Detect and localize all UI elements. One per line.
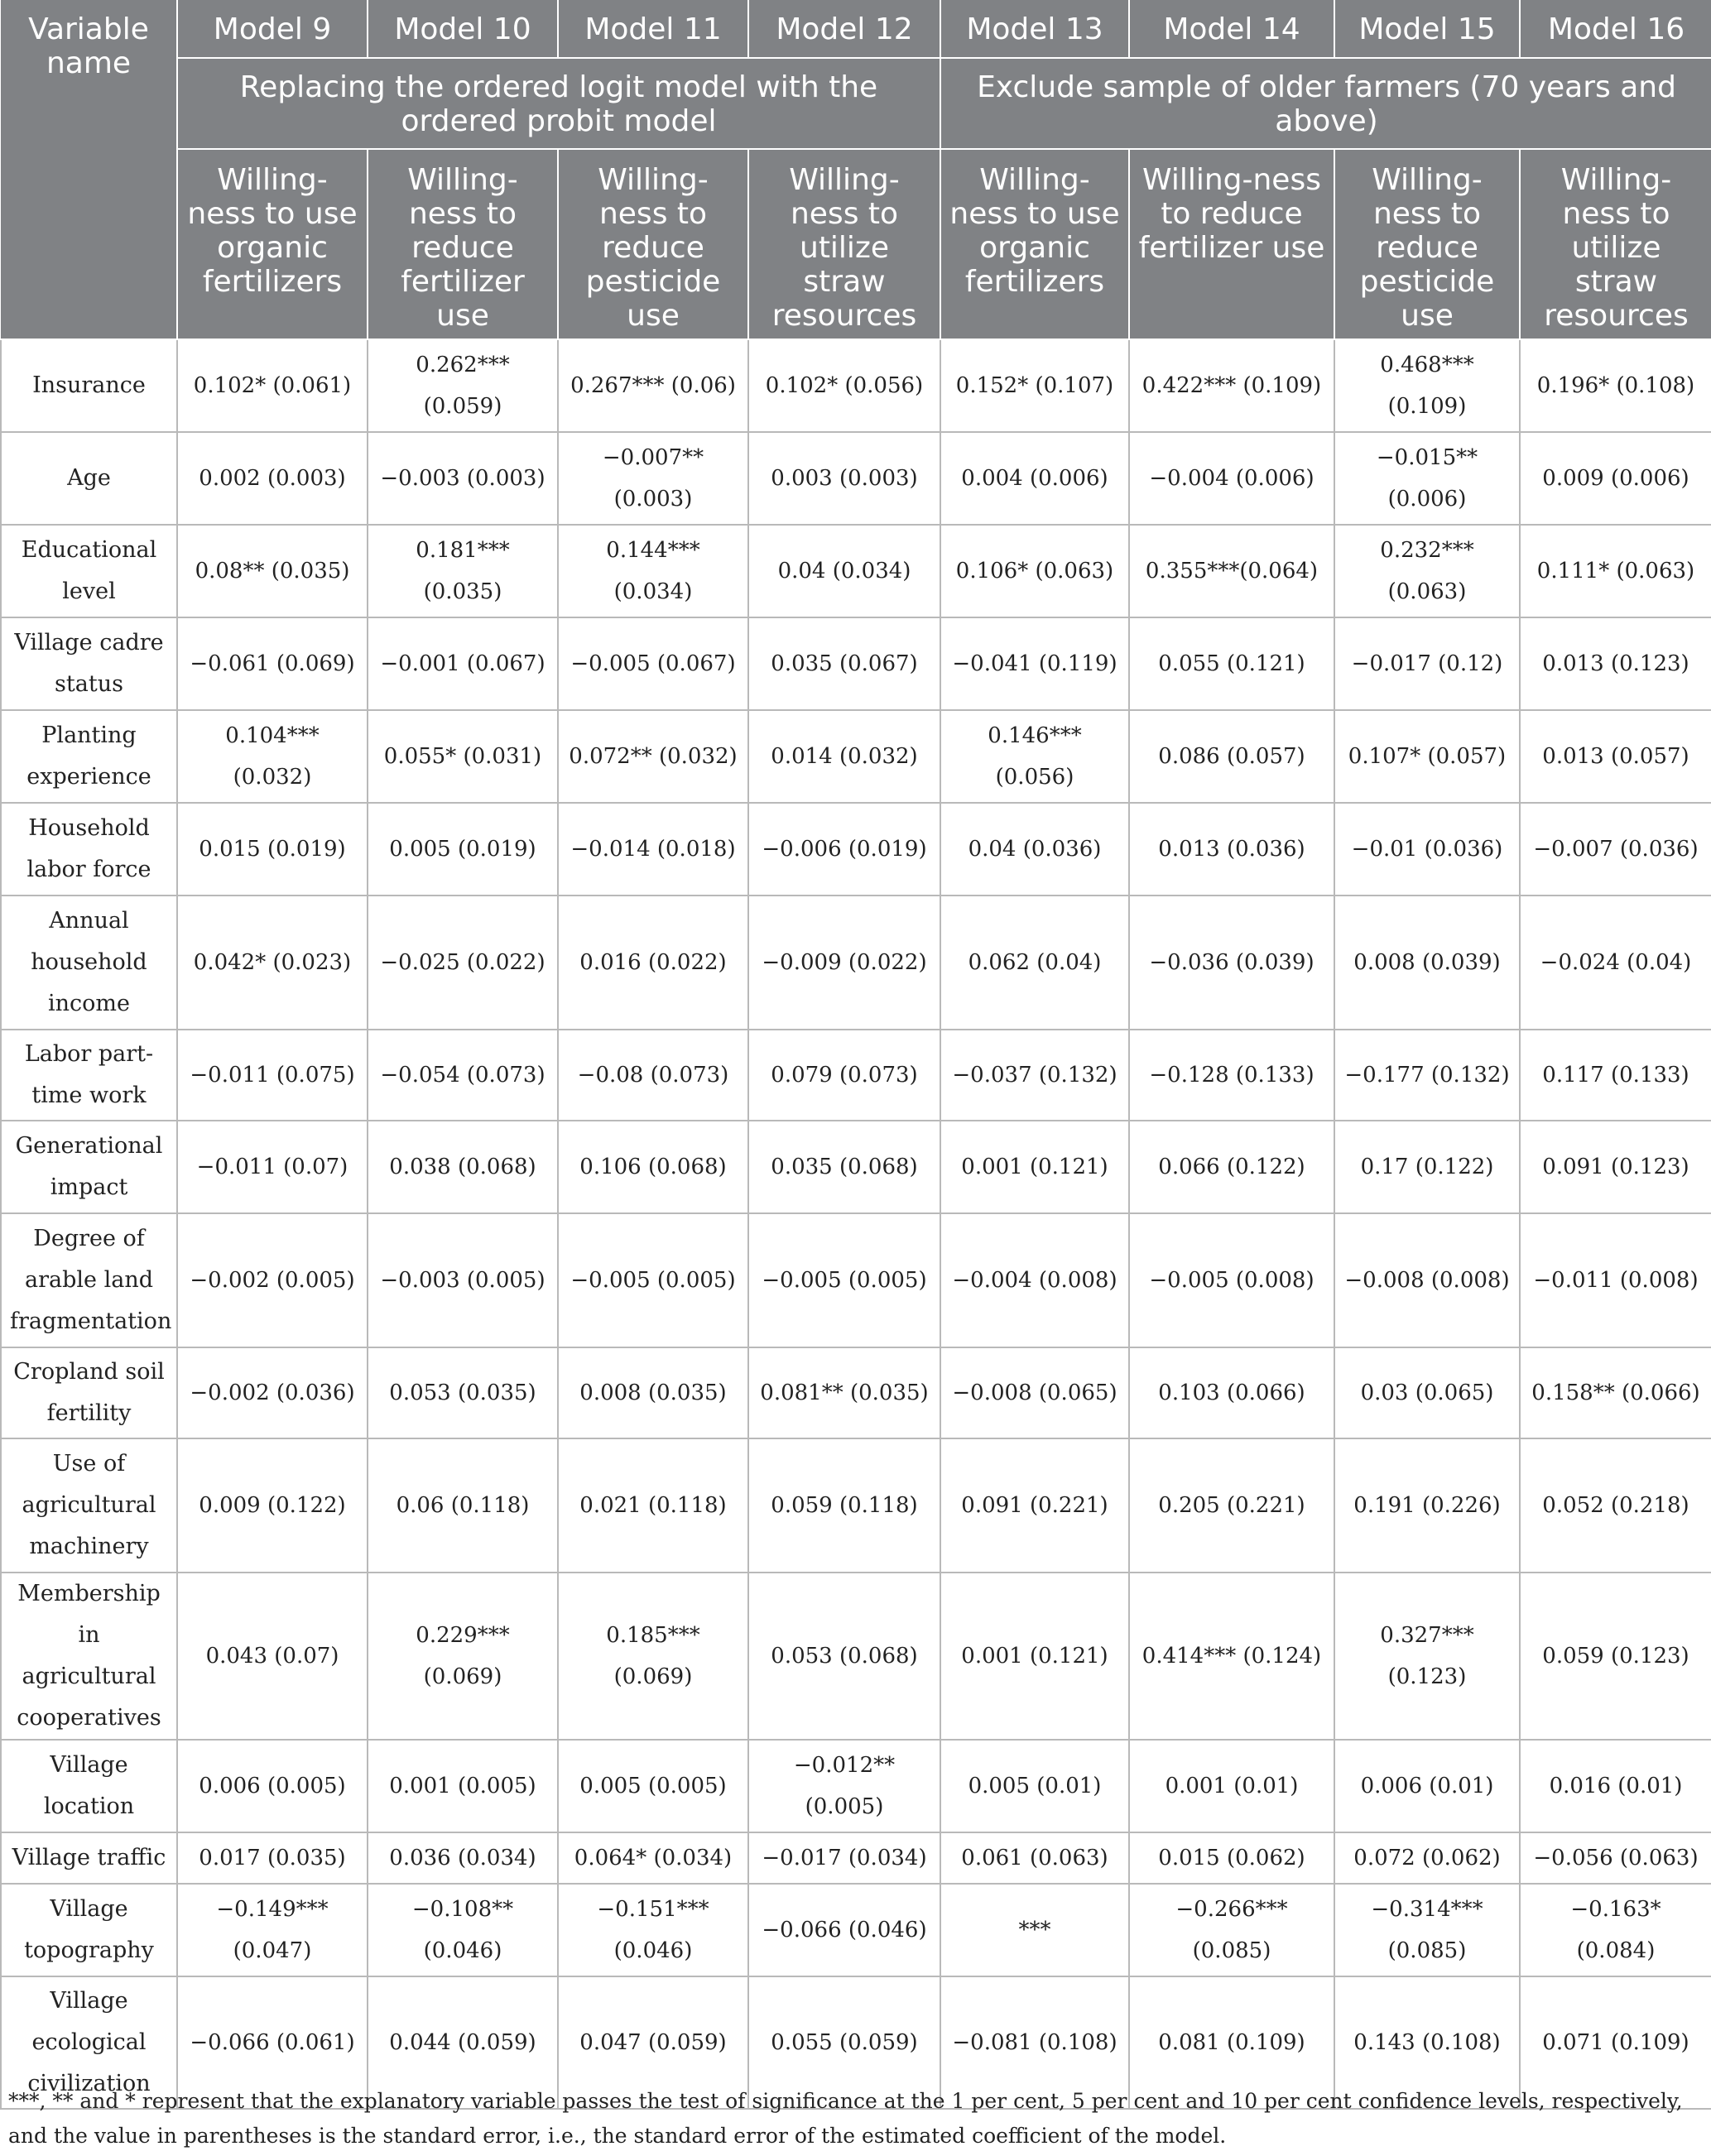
table-cell: −0.041 (0.119) (940, 617, 1129, 710)
table-cell: 0.158** (0.066) (1520, 1347, 1711, 1438)
table-cell: 0.079 (0.073) (748, 1030, 940, 1121)
table-cell: 0.355***(0.064) (1129, 525, 1334, 617)
table-cell: 0.003 (0.003) (748, 432, 940, 525)
table-cell: 0.111* (0.063) (1520, 525, 1711, 617)
model-header: Model 9 (177, 0, 368, 58)
table-cell: −0.081 (0.108) (940, 1976, 1129, 2109)
table-cell: 0.117 (0.133) (1520, 1030, 1711, 1121)
table-cell: 0.059 (0.123) (1520, 1573, 1711, 1740)
table-cell: 0.267*** (0.06) (558, 339, 748, 432)
variable-label: Village cadre status (1, 617, 177, 710)
table-cell: 0.102* (0.061) (177, 339, 368, 432)
table-row (1, 710, 1711, 803)
header-row-groups (1, 58, 1711, 149)
table-cell: −0.003 (0.003) (368, 432, 558, 525)
table-cell: 0.232*** (0.063) (1334, 525, 1520, 617)
table-cell: −0.017 (0.12) (1334, 617, 1520, 710)
model-header: Model 14 (1129, 0, 1334, 58)
table-cell: 0.107* (0.057) (1334, 710, 1520, 803)
table-cell: 0.001 (0.121) (940, 1573, 1129, 1740)
table-cell: −0.009 (0.022) (748, 896, 940, 1030)
table-cell: −0.314*** (0.085) (1334, 1884, 1520, 1976)
table-row (1, 1213, 1711, 1347)
table-cell: 0.013 (0.123) (1520, 617, 1711, 710)
table-cell: 0.052 (0.218) (1520, 1438, 1711, 1573)
table-cell: −0.066 (0.061) (177, 1976, 368, 2109)
variable-label: Age (1, 432, 177, 525)
table-cell: 0.001 (0.01) (1129, 1740, 1334, 1832)
table-cell: 0.013 (0.057) (1520, 710, 1711, 803)
table-cell: −0.015** (0.006) (1334, 432, 1520, 525)
table-cell: 0.191 (0.226) (1334, 1438, 1520, 1573)
table-cell: 0.205 (0.221) (1129, 1438, 1334, 1573)
table-footnote: ***, ** and * represent that the explanatory variable passes the test of significance at the 1 per cent, 5 per cent and 10 per cent confidence levels, respectively, and the value in parentheses is the standard error, i.e., the standard error of the estimated coefficient of the model. (8, 2089, 1683, 2148)
table-cell: −0.011 (0.075) (177, 1030, 368, 1121)
table-cell: 0.013 (0.036) (1129, 803, 1334, 896)
table-cell: 0.229*** (0.069) (368, 1573, 558, 1740)
table-cell: −0.005 (0.067) (558, 617, 748, 710)
table-cell: 0.053 (0.068) (748, 1573, 940, 1740)
outcome-header: Willing-ness to use organic fertilizers (177, 149, 368, 339)
table-cell: 0.143 (0.108) (1334, 1976, 1520, 2109)
variable-label: Degree of arable land fragmentation (1, 1213, 177, 1347)
table-cell: 0.072 (0.062) (1334, 1832, 1520, 1884)
variable-label: Membership in agricultural cooperatives (1, 1573, 177, 1740)
table-cell: 0.038 (0.068) (368, 1121, 558, 1213)
table-cell: 0.016 (0.01) (1520, 1740, 1711, 1832)
variable-label: Insurance (1, 339, 177, 432)
table-cell: 0.001 (0.005) (368, 1740, 558, 1832)
table-cell: 0.015 (0.019) (177, 803, 368, 896)
table-cell: −0.177 (0.132) (1334, 1030, 1520, 1121)
table-row (1, 339, 1711, 432)
table-cell: 0.196* (0.108) (1520, 339, 1711, 432)
table-row (1, 803, 1711, 896)
table-cell: 0.144*** (0.034) (558, 525, 748, 617)
table-cell: −0.066 (0.046) (748, 1884, 940, 1976)
table-row (1, 1438, 1711, 1573)
table-cell: 0.08** (0.035) (177, 525, 368, 617)
table-cell: 0.055 (0.059) (748, 1976, 940, 2109)
table-cell: 0.064* (0.034) (558, 1832, 748, 1884)
outcome-header: Willing-ness to utilize straw resources (1520, 149, 1711, 339)
table-cell: −0.037 (0.132) (940, 1030, 1129, 1121)
table-cell: 0.17 (0.122) (1334, 1121, 1520, 1213)
variable-label: Labor part-time work (1, 1030, 177, 1121)
table-row (1, 896, 1711, 1030)
table-cell: −0.011 (0.07) (177, 1121, 368, 1213)
table-cell: 0.414*** (0.124) (1129, 1573, 1334, 1740)
table-cell: 0.103 (0.066) (1129, 1347, 1334, 1438)
table-cell: −0.004 (0.008) (940, 1213, 1129, 1347)
table-cell: 0.035 (0.068) (748, 1121, 940, 1213)
table-cell: −0.004 (0.006) (1129, 432, 1334, 525)
table-cell: 0.152* (0.107) (940, 339, 1129, 432)
table-cell: −0.005 (0.005) (558, 1213, 748, 1347)
model-header: Model 10 (368, 0, 558, 58)
table-cell: 0.036 (0.034) (368, 1832, 558, 1884)
table-cell: −0.036 (0.039) (1129, 896, 1334, 1030)
table-cell: −0.008 (0.008) (1334, 1213, 1520, 1347)
table-row (1, 525, 1711, 617)
table-cell: −0.005 (0.008) (1129, 1213, 1334, 1347)
table-cell: 0.04 (0.034) (748, 525, 940, 617)
table-cell: 0.053 (0.035) (368, 1347, 558, 1438)
group-header-exclude-older: Exclude sample of older farmers (70 years and above) (940, 58, 1711, 149)
table-cell: 0.009 (0.006) (1520, 432, 1711, 525)
table-cell: 0.021 (0.118) (558, 1438, 748, 1573)
variable-label: Annual household income (1, 896, 177, 1030)
model-header: Model 15 (1334, 0, 1520, 58)
table-cell: 0.327*** (0.123) (1334, 1573, 1520, 1740)
table-cell: 0.001 (0.121) (940, 1121, 1129, 1213)
table-cell: 0.181*** (0.035) (368, 525, 558, 617)
table-row (1, 617, 1711, 710)
table-cell: 0.102* (0.056) (748, 339, 940, 432)
outcome-header: Willing-ness to reduce fertilizer use (368, 149, 558, 339)
table-cell: 0.03 (0.065) (1334, 1347, 1520, 1438)
group-header-probit: Replacing the ordered logit model with the ordered probit model (177, 58, 940, 149)
outcome-header: Willing-ness to utilize straw resources (748, 149, 940, 339)
outcome-header: Willing-ness to reduce pesticide use (1334, 149, 1520, 339)
table-cell: 0.061 (0.063) (940, 1832, 1129, 1884)
outcome-header: Willing-ness to reduce pesticide use (558, 149, 748, 339)
variable-label: Cropland soil fertility (1, 1347, 177, 1438)
table-cell: −0.01 (0.036) (1334, 803, 1520, 896)
table-cell: −0.011 (0.008) (1520, 1213, 1711, 1347)
table-cell: 0.06 (0.118) (368, 1438, 558, 1573)
table-cell: 0.106* (0.063) (940, 525, 1129, 617)
table-cell: 0.106 (0.068) (558, 1121, 748, 1213)
table-cell: 0.055 (0.121) (1129, 617, 1334, 710)
table-cell: −0.056 (0.063) (1520, 1832, 1711, 1884)
model-header: Model 12 (748, 0, 940, 58)
header-row-models (1, 0, 1711, 58)
table-cell: 0.044 (0.059) (368, 1976, 558, 2109)
table-cell: −0.108** (0.046) (368, 1884, 558, 1976)
outcome-header: Willing-ness to use organic fertilizers (940, 149, 1129, 339)
table-cell: −0.149*** (0.047) (177, 1884, 368, 1976)
table-cell: −0.007** (0.003) (558, 432, 748, 525)
variable-label: Generational impact (1, 1121, 177, 1213)
variable-label: Use of agricultural machinery (1, 1438, 177, 1573)
table-cell: 0.468*** (0.109) (1334, 339, 1520, 432)
table-cell: −0.024 (0.04) (1520, 896, 1711, 1030)
table-cell: 0.081** (0.035) (748, 1347, 940, 1438)
model-header: Model 16 (1520, 0, 1711, 58)
table-cell: −0.002 (0.036) (177, 1347, 368, 1438)
table-cell: 0.015 (0.062) (1129, 1832, 1334, 1884)
variable-label: Household labor force (1, 803, 177, 896)
table-cell: −0.128 (0.133) (1129, 1030, 1334, 1121)
table-cell: −0.014 (0.018) (558, 803, 748, 896)
table-cell: 0.004 (0.006) (940, 432, 1129, 525)
table-cell: 0.062 (0.04) (940, 896, 1129, 1030)
table-cell: 0.014 (0.032) (748, 710, 940, 803)
table-cell: −0.054 (0.073) (368, 1030, 558, 1121)
table-cell: −0.08 (0.073) (558, 1030, 748, 1121)
variable-label: Village topography (1, 1884, 177, 1976)
table-cell: −0.008 (0.065) (940, 1347, 1129, 1438)
table-cell: 0.072** (0.032) (558, 710, 748, 803)
table-row (1, 1121, 1711, 1213)
variable-name-header: Variable name (1, 0, 177, 339)
table-cell: −0.001 (0.067) (368, 617, 558, 710)
table-cell: 0.047 (0.059) (558, 1976, 748, 2109)
variable-label: Village traffic (1, 1832, 177, 1884)
table-row (1, 1740, 1711, 1832)
table-cell: −0.005 (0.005) (748, 1213, 940, 1347)
table-cell: 0.091 (0.123) (1520, 1121, 1711, 1213)
table-cell: −0.012** (0.005) (748, 1740, 940, 1832)
table-header (1, 0, 1711, 339)
table-cell: −0.163* (0.084) (1520, 1884, 1711, 1976)
table-row (1, 1573, 1711, 1740)
table-cell: 0.086 (0.057) (1129, 710, 1334, 803)
table-body (1, 339, 1711, 2109)
table-cell: *** (940, 1884, 1129, 1976)
table-cell: 0.005 (0.005) (558, 1740, 748, 1832)
table-cell: 0.066 (0.122) (1129, 1121, 1334, 1213)
model-header: Model 13 (940, 0, 1129, 58)
table-row (1, 1884, 1711, 1976)
table-cell: 0.002 (0.003) (177, 432, 368, 525)
table-cell: −0.266*** (0.085) (1129, 1884, 1334, 1976)
table-cell: −0.017 (0.034) (748, 1832, 940, 1884)
table-cell: 0.262*** (0.059) (368, 339, 558, 432)
table-cell: 0.422*** (0.109) (1129, 339, 1334, 432)
table-cell: 0.146*** (0.056) (940, 710, 1129, 803)
table-cell: −0.003 (0.005) (368, 1213, 558, 1347)
table-row (1, 1030, 1711, 1121)
header-row-outcomes (1, 149, 1711, 339)
table-cell: 0.059 (0.118) (748, 1438, 940, 1573)
variable-label: Planting experience (1, 710, 177, 803)
table-cell: −0.025 (0.022) (368, 896, 558, 1030)
table-cell: 0.016 (0.022) (558, 896, 748, 1030)
variable-label: Village ecological civilization (1, 1976, 177, 2109)
table-cell: 0.042* (0.023) (177, 896, 368, 1030)
table-cell: 0.008 (0.039) (1334, 896, 1520, 1030)
table-row (1, 1347, 1711, 1438)
table-cell: 0.009 (0.122) (177, 1438, 368, 1573)
table-row (1, 432, 1711, 525)
table-cell: 0.017 (0.035) (177, 1832, 368, 1884)
table-cell: 0.005 (0.019) (368, 803, 558, 896)
table-cell: 0.081 (0.109) (1129, 1976, 1334, 2109)
table-cell: −0.151*** (0.046) (558, 1884, 748, 1976)
table-cell: 0.185*** (0.069) (558, 1573, 748, 1740)
table-cell: 0.008 (0.035) (558, 1347, 748, 1438)
table-cell: 0.104*** (0.032) (177, 710, 368, 803)
table-cell: 0.035 (0.067) (748, 617, 940, 710)
table-cell: 0.04 (0.036) (940, 803, 1129, 896)
table-cell: −0.007 (0.036) (1520, 803, 1711, 896)
variable-label: Educational level (1, 525, 177, 617)
table-cell: 0.055* (0.031) (368, 710, 558, 803)
table-cell: 0.006 (0.01) (1334, 1740, 1520, 1832)
table-cell: −0.061 (0.069) (177, 617, 368, 710)
table-cell: 0.071 (0.109) (1520, 1976, 1711, 2109)
table-cell: −0.002 (0.005) (177, 1213, 368, 1347)
outcome-header: Willing-ness to reduce fertilizer use (1129, 149, 1334, 339)
model-header: Model 11 (558, 0, 748, 58)
table-cell: 0.006 (0.005) (177, 1740, 368, 1832)
table-cell: −0.006 (0.019) (748, 803, 940, 896)
table-cell: 0.005 (0.01) (940, 1740, 1129, 1832)
variable-label: Village location (1, 1740, 177, 1832)
table-cell: 0.043 (0.07) (177, 1573, 368, 1740)
table-row (1, 1832, 1711, 1884)
table-cell: 0.091 (0.221) (940, 1438, 1129, 1573)
